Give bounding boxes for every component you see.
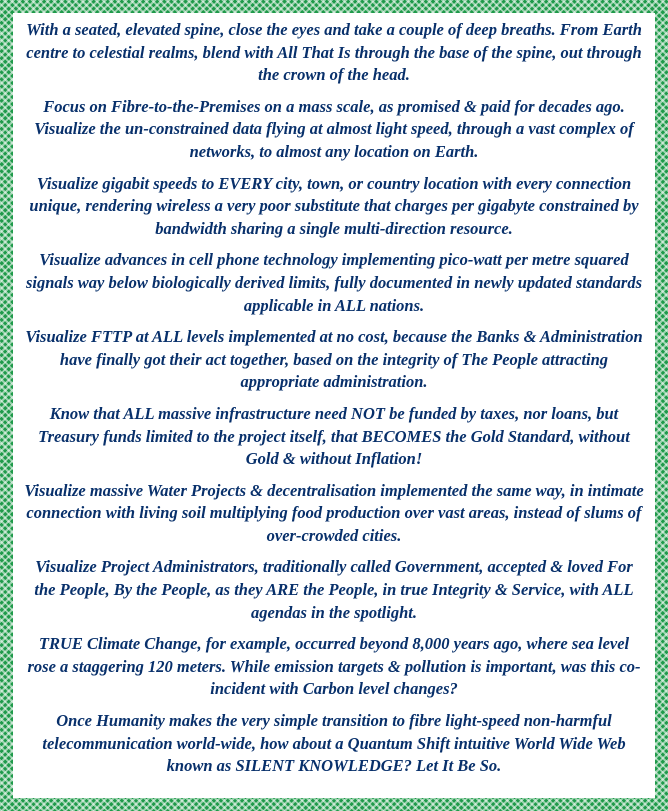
paragraph-cell-phone: Visualize advances in cell phone technology implementing pico-watt per metre squared signals way below biologically derived limits, fully documented in newly updated standards applicable in ALL nations.: [25, 250, 642, 315]
paragraph-water-projects: Visualize massive Water Projects & decentralisation implemented the same way, in intimate connection with living soil multiplying food production over vast areas, instead of slums of over-crowded cities.: [24, 480, 644, 545]
paragraph-climate-change: TRUE Climate Change, for example, occurred beyond 8,000 years ago, where sea level rose a staggering 120 meters. While emission targets & pollution is important, was this co-incident with Carbon level changes?: [27, 634, 641, 699]
paragraph-administrators: Visualize Project Administrators, traditionally called Government, accepted & loved For the People, By the People, as they ARE the People, in true Integrity & Service, with ALL agendas in the spotlight.: [34, 557, 634, 622]
paragraph-fibre-to-premises: Focus on Fibre-to-the-Premises on a mass scale, as promised & paid for decades ago. Visualize the un-constrained data flying at almost light speed, through a vast complex of networks, to almost any location on Earth.: [34, 96, 634, 161]
paragraph-meditation: With a seated, elevated spine, close the eyes and take a couple of deep breaths. From Earth centre to celestial realms, blend with All That Is through the base of the spine, out through the crown of the head.: [26, 20, 642, 85]
paragraph-infrastructure-funding: Know that ALL massive infrastructure need NOT be funded by taxes, nor loans, but Treasury funds limited to the project itself, that BECOMES the Gold Standard, without Gold & without Inflation!: [38, 403, 630, 469]
paragraph-gigabit-speeds: Visualize gigabit speeds to EVERY city, town, or country location with every connection unique, rendering wireless a very poor substitute that charges per gigabyte constrained by bandwidth sharing a single multi-direction resource.: [29, 173, 639, 238]
paragraph-fttp-cost: Visualize FTTP at ALL levels implemented at no cost, because the Banks & Administration have finally got their act together, based on the integrity of The People attracting appropriate administration.: [25, 327, 643, 392]
paragraph-silent-knowledge: Once Humanity makes the very simple transition to fibre light-speed non-harmful telecommunication world-wide, how about a Quantum Shift intuitive World Wide Web known as SILENT KNOWLEDGE? Let It Be So.: [42, 711, 626, 776]
text-panel: [13, 13, 655, 798]
